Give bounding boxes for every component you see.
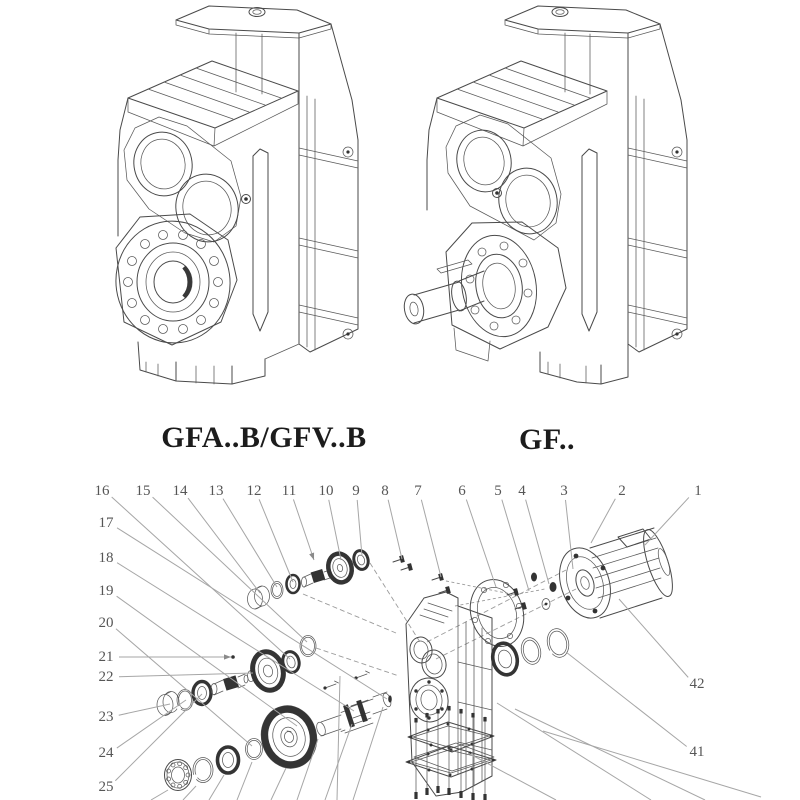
side-panel [299, 24, 358, 352]
output-shaft [402, 260, 484, 325]
callout-7-label: 7 [414, 483, 422, 499]
callout-4-label: 4 [518, 483, 526, 499]
callout-5-label: 5 [494, 483, 502, 499]
callout-23-leader [119, 704, 170, 715]
cutoff-leader-12 [468, 753, 556, 800]
callout-15-label: 15 [135, 483, 151, 499]
front-rib [582, 149, 597, 331]
callout-15-leader [153, 497, 307, 642]
callout-10-leader [329, 500, 341, 560]
cutoff-leader-4 [271, 768, 286, 800]
flange-bolts [393, 555, 557, 610]
callout-13-label: 13 [208, 483, 224, 499]
callout-22-label: 22 [98, 669, 114, 685]
oil-plug-icon [249, 8, 265, 17]
callout-24-leader [117, 700, 186, 748]
cutoff-leader-2 [209, 775, 224, 800]
callout-8-label: 8 [381, 483, 389, 499]
callout-24-label: 24 [98, 745, 114, 761]
mounting-base [138, 342, 299, 384]
callout-17-label: 17 [98, 515, 114, 531]
cutoff-leader-0 [151, 790, 168, 800]
callout-5-leader [502, 500, 529, 591]
cutoff-leader-3 [237, 762, 252, 800]
callout-21-label: 21 [98, 649, 114, 665]
callout-6-leader [466, 499, 496, 587]
callout-41-label: 41 [689, 744, 705, 760]
callout-21-arrow [224, 654, 231, 659]
callout-25-leader [115, 694, 202, 781]
callout-13-leader [223, 499, 277, 587]
callout-14-label: 14 [172, 483, 188, 499]
upper-bore-circles [128, 127, 244, 248]
callout-11-leader [293, 499, 314, 560]
callout-23-label: 23 [98, 709, 114, 725]
side-panel [628, 24, 687, 352]
callout-3-label: 3 [560, 483, 568, 499]
callout-42-label: 42 [689, 676, 705, 692]
callout-9-leader [357, 500, 362, 556]
callout-12-label: 12 [246, 483, 262, 499]
exploded-view [95, 483, 762, 800]
callout-41-leader [566, 652, 687, 747]
callout-25-label: 25 [98, 779, 114, 795]
callout-4-leader [526, 500, 549, 584]
callout-20-label: 20 [98, 615, 114, 631]
callout-10-label: 10 [318, 483, 334, 499]
output-flange [446, 222, 566, 349]
front-rib [253, 149, 268, 331]
mounting-base [454, 328, 628, 384]
callout-11-arrow [309, 553, 314, 560]
cutoff-leader-10 [515, 709, 705, 800]
callout-8-leader [388, 500, 402, 559]
oil-plug-icon [552, 8, 568, 17]
cutoff-leader-5 [297, 739, 318, 800]
cutoff-leader-9 [497, 703, 651, 800]
callout-7-leader [421, 500, 441, 577]
callout-layer [95, 483, 705, 795]
cutoff-leader-11 [543, 731, 761, 797]
callout-1-label: 1 [694, 483, 702, 499]
cooling-fins [437, 61, 607, 146]
callout-16-leader [112, 497, 290, 659]
gearbox-iso-drawing-gf [402, 6, 687, 384]
callout-16-label: 16 [94, 483, 110, 499]
input-shaft-parts-row [248, 549, 371, 609]
output-bearing-and-rings [489, 626, 571, 677]
cutoff-leader-8 [337, 676, 340, 800]
callout-18-leader [117, 563, 354, 711]
output-bearing-face [108, 214, 238, 351]
callout-9-label: 9 [352, 483, 360, 499]
callout-11-label: 11 [281, 483, 297, 499]
callout-1-leader [645, 497, 689, 545]
callout-19-label: 19 [98, 583, 114, 599]
callout-18-label: 18 [98, 550, 114, 566]
cutoff-leader-7 [353, 707, 383, 800]
callout-2-leader [591, 499, 615, 543]
callout-3-leader [565, 500, 573, 569]
model-label-right: GF.. [519, 423, 575, 456]
callout-42-leader [619, 599, 688, 677]
callout-14-leader [188, 498, 260, 593]
callout-2-label: 2 [618, 483, 626, 499]
callout-12-leader [259, 499, 293, 582]
callout-6-label: 6 [458, 483, 466, 499]
model-label-left: GFA..B/GFV..B [161, 421, 367, 454]
gearbox-iso-drawing-gfab [108, 6, 358, 384]
